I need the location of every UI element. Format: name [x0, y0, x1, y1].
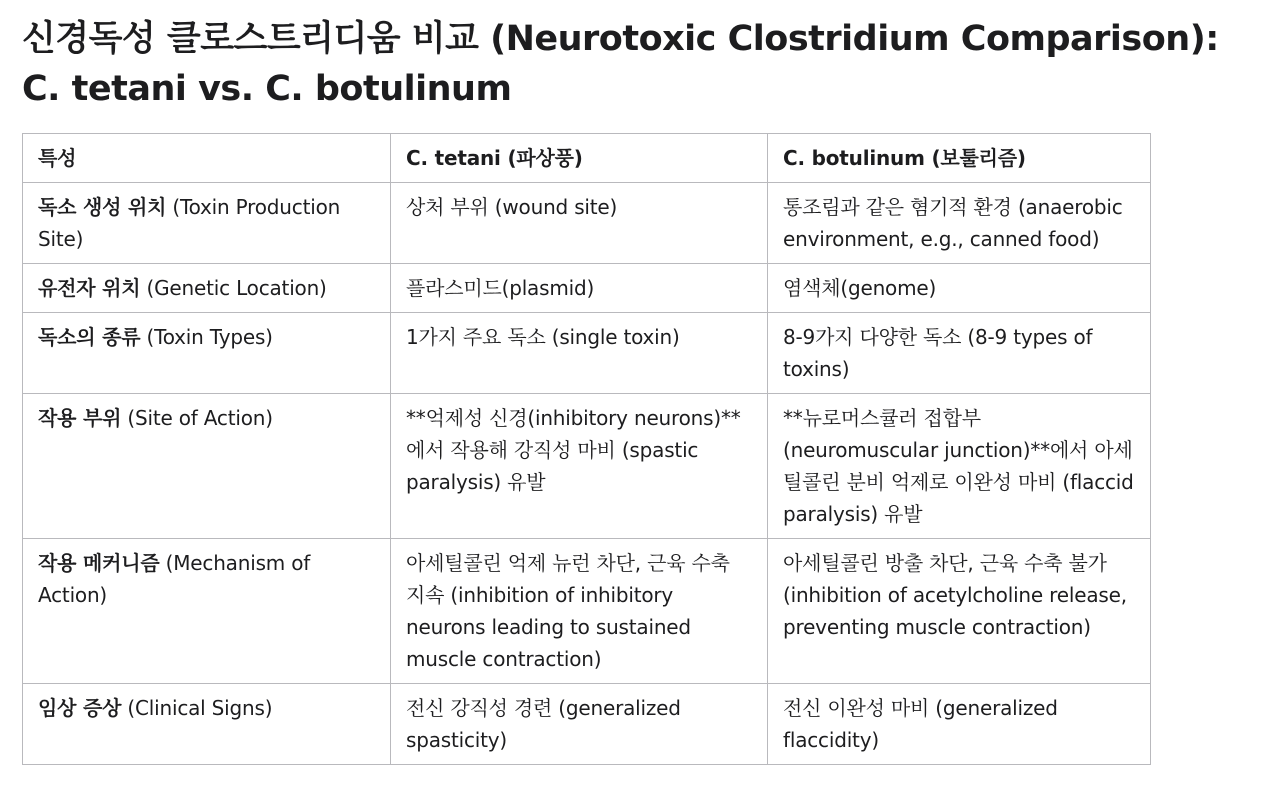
feature-label-ko: 독소의 종류 [38, 325, 141, 349]
table-row [23, 264, 1151, 313]
botulinum-cell: 아세틸콜린 방출 차단, 근육 수축 불가 (inhibition of acetylcholine release, preventing muscle contraction) [768, 539, 1151, 684]
feature-cell [23, 684, 391, 765]
tetani-cell: 플라스미드(plasmid) [391, 264, 768, 313]
tetani-cell: 전신 강직성 경련 (generalized spasticity) [391, 684, 768, 765]
feature-cell [23, 394, 391, 539]
header-feature: 특성 [23, 134, 391, 183]
botulinum-cell: 염색체(genome) [768, 264, 1151, 313]
table-header-row [23, 134, 1151, 183]
table-row [23, 313, 1151, 394]
botulinum-cell: 통조림과 같은 혐기적 환경 (anaerobic environment, e.g., canned food) [768, 183, 1151, 264]
feature-label-en: (Mechanism of Action) [38, 551, 311, 607]
header-botulinum: C. botulinum (보툴리즘) [768, 134, 1151, 183]
table-row [23, 394, 1151, 539]
tetani-cell: **억제성 신경(inhibitory neurons)**에서 작용해 강직성 마비 (spastic paralysis) 유발 [391, 394, 768, 539]
feature-label-ko: 독소 생성 위치 [38, 195, 167, 219]
feature-label-ko: 작용 메커니즘 [38, 551, 160, 575]
tetani-cell: 아세틸콜린 억제 뉴런 차단, 근육 수축 지속 (inhibition of inhibitory neurons leading to sustained muscle contraction) [391, 539, 768, 684]
botulinum-cell: **뉴로머스큘러 접합부 (neuromuscular junction)**에서 아세틸콜린 분비 억제로 이완성 마비 (flaccid paralysis) 유발 [768, 394, 1151, 539]
feature-cell [23, 183, 391, 264]
feature-label-ko: 유전자 위치 [38, 276, 141, 300]
feature-label-en: (Site of Action) [121, 406, 273, 430]
table-row [23, 539, 1151, 684]
botulinum-cell: 전신 이완성 마비 (generalized flaccidity) [768, 684, 1151, 765]
feature-label-en: (Genetic Location) [140, 276, 327, 300]
feature-cell [23, 539, 391, 684]
feature-cell [23, 313, 391, 394]
comparison-table [22, 133, 1151, 765]
tetani-cell: 상처 부위 (wound site) [391, 183, 768, 264]
feature-label-ko: 임상 증상 [38, 696, 122, 720]
feature-cell [23, 264, 391, 313]
feature-label-en: (Clinical Signs) [121, 696, 273, 720]
page-title: 신경독성 클로스트리디움 비교 (Neurotoxic Clostridium Comparison): C. tetani vs. C. botulinum [22, 19, 1219, 109]
tetani-cell: 1가지 주요 독소 (single toxin) [391, 313, 768, 394]
botulinum-cell: 8-9가지 다양한 독소 (8-9 types of toxins) [768, 313, 1151, 394]
feature-label-ko: 작용 부위 [38, 406, 122, 430]
table-row [23, 684, 1151, 765]
header-tetani: C. tetani (파상풍) [391, 134, 768, 183]
feature-label-en: (Toxin Production Site) [38, 195, 341, 251]
table-row [23, 183, 1151, 264]
feature-label-en: (Toxin Types) [140, 325, 273, 349]
